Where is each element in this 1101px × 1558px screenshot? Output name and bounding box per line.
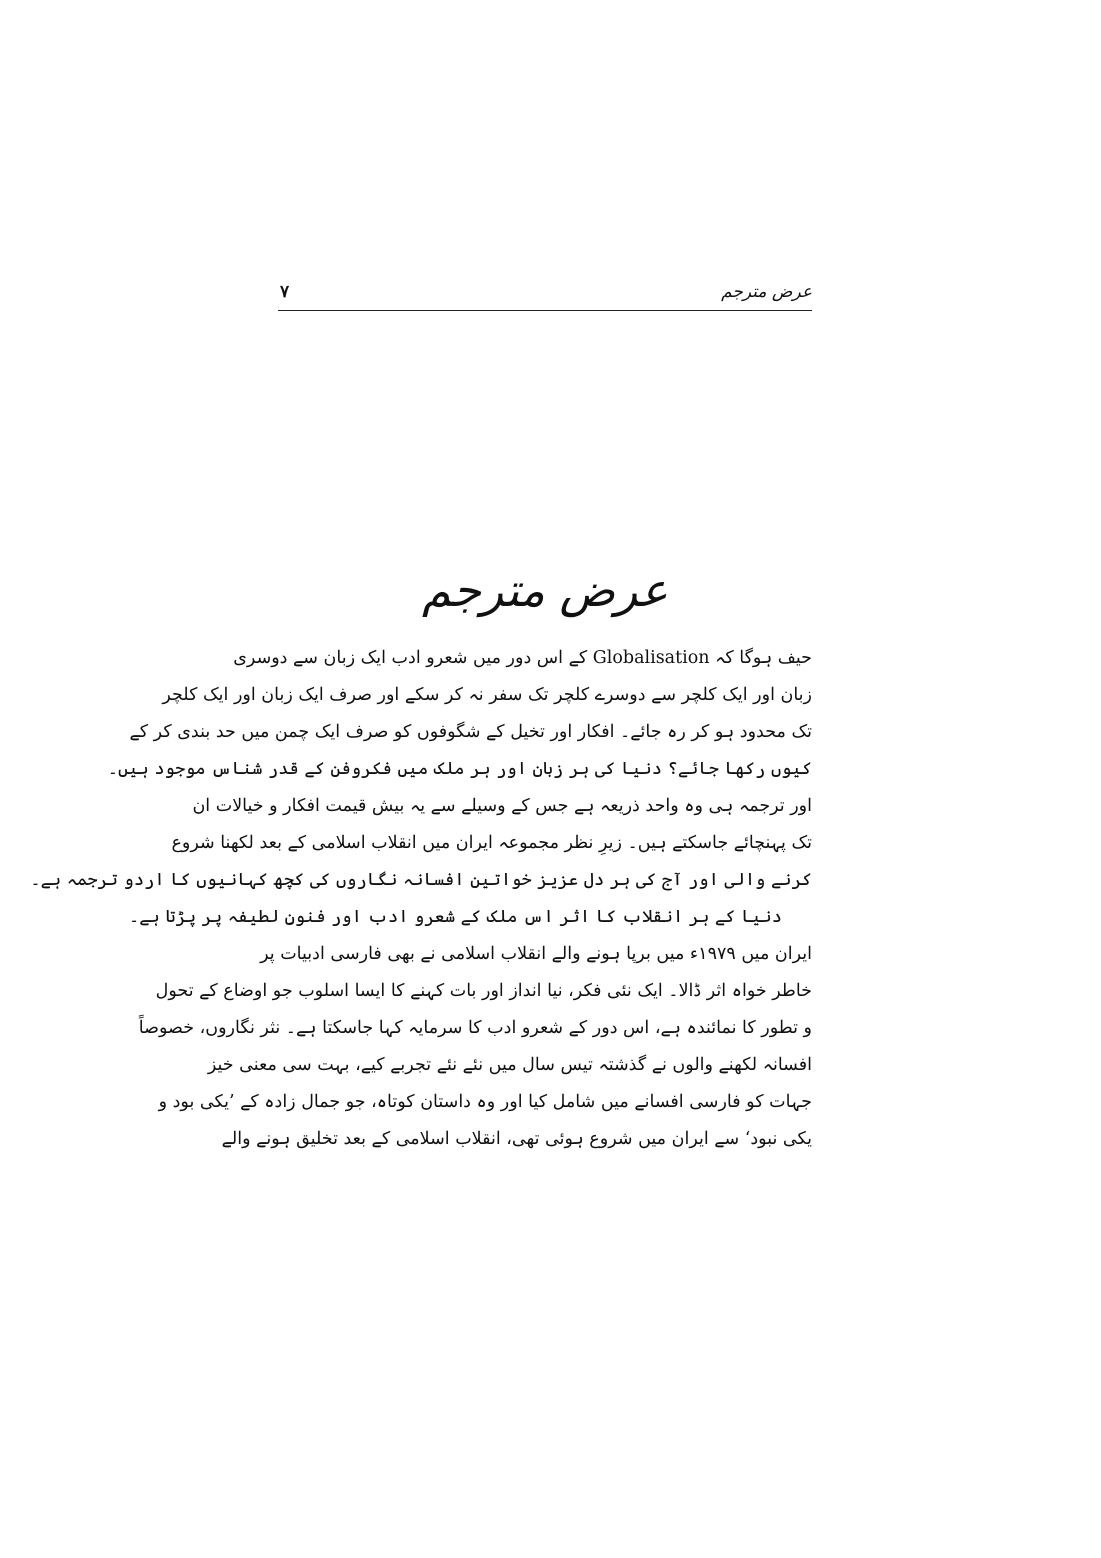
text-line: زبان اور ایک کلچر سے دوسرے کلچر تک سفر نہ کر سکے اور صرف ایک زبان اور ایک کلچر — [162, 685, 812, 705]
header-title: عرض مترجم — [721, 282, 812, 302]
text-line: کیوں رکھا جائے؟ دنیا کی ہر زبان اور ہر ملک میں فکروفن کے قدر شناس موجود ہیں۔ — [107, 759, 812, 779]
text-line: ایران میں ۱۹۷۹ء میں برپا ہونے والے انقلاب اسلامی نے بھی فارسی ادبیات پر — [260, 944, 812, 964]
text-line: جہات کو فارسی افسانے میں شامل کیا اور وہ داستان کوتاہ، جو جمال زادہ کے ’یکی بود و — [158, 1092, 812, 1112]
text-line: کرنے والی اور آج کی ہر دل عزیز خواتین افسانہ نگاروں کی کچھ کہانیوں کا اردو ترجمہ ہے۔ — [30, 870, 812, 890]
text-line: اور ترجمہ ہی وہ واحد ذریعہ ہے جس کے وسیلے سے یہ بیش قیمت افکار و خیالات ان — [192, 796, 812, 816]
running-header — [278, 280, 812, 311]
body-text — [30, 640, 812, 1158]
text-line: دنیا کے ہر انقلاب کا اثر اس ملک کے شعرو ادب اور فنونِ لطیفہ پر پڑتا ہے۔ — [129, 907, 782, 927]
text-line: خاطر خواہ اثر ڈالا۔ ایک نئی فکر، نیا انداز اور بات کہنے کا ایسا اسلوب جو اوضاع کے تحول — [155, 981, 812, 1001]
text-line: تک پہنچائے جاسکتے ہیں۔ زیرِ نظر مجموعہ ایران میں انقلاب اسلامی کے بعد لکھنا شروع — [171, 833, 812, 853]
text-line: تک محدود ہو کر رہ جائے۔ افکار اور تخیل کے شگوفوں کو صرف ایک چمن میں حد بندی کر کے — [129, 722, 812, 742]
chapter-title: عرض مترجم — [421, 563, 668, 617]
text-line: یکی نبود‘ سے ایران میں شروع ہوئی تھی، انقلاب اسلامی کے بعد تخلیق ہونے والے — [221, 1129, 812, 1149]
text-line: افسانہ لکھنے والوں نے گذشتہ تیس سال میں نئے نئے تجربے کیے، بہت سی معنی خیز — [207, 1055, 812, 1075]
text-line: و تطور کا نمائندہ ہے، اس دور کے شعرو ادب کا سرمایہ کہا جاسکتا ہے۔ نثر نگاروں، خصوصاً — [138, 1018, 812, 1038]
text-line: حیف ہوگا کہ Globalisation کے اس دور میں شعرو ادب ایک زبان سے دوسری — [233, 648, 812, 668]
page-number: ۷ — [280, 282, 290, 302]
